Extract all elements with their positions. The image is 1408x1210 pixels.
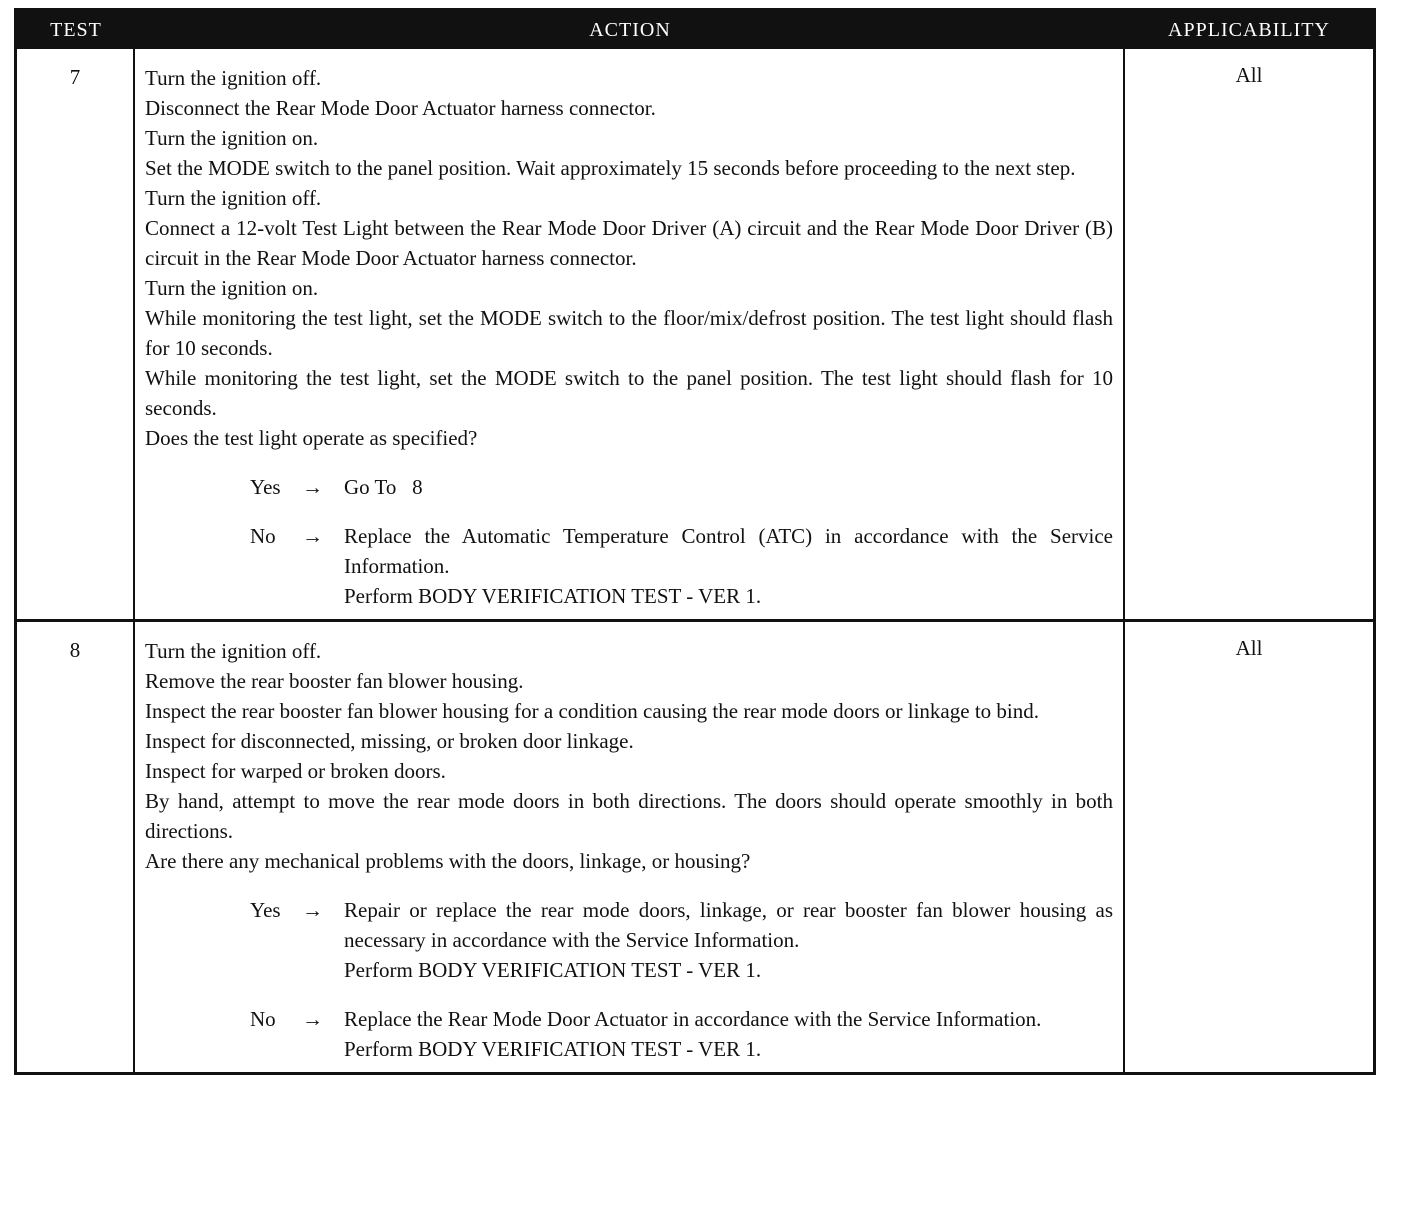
right-arrow-icon: → (302, 524, 323, 548)
result-line: Repair or replace the rear mode doors, linkage, or rear booster fan blower housing as necessary in accordance with the Service Information. (344, 898, 1113, 952)
diagnostic-test-table (14, 8, 1376, 1075)
action-cell (135, 622, 1125, 1072)
action-cell (135, 49, 1125, 619)
answer-no (250, 521, 1113, 611)
table-header (17, 11, 1373, 49)
action-step: Connect a 12-volt Test Light between the Rear Mode Door Driver (A) circuit and the Rear Mode Door Driver (B) circuit in the Rear Mode Door Actuator harness connector. (145, 216, 1113, 270)
applicability-value: All (1235, 63, 1263, 87)
answer-yes-result (344, 895, 1113, 985)
header-action: ACTION (589, 18, 671, 41)
answer-yes-result (344, 472, 1113, 502)
right-arrow-icon: → (302, 1007, 323, 1031)
test-number: 7 (17, 49, 135, 619)
action-step: Turn the ignition off. (145, 186, 322, 210)
answer-no-label: No (250, 1007, 276, 1031)
result-line: Replace the Rear Mode Door Actuator in accordance with the Service Information. (344, 1007, 1042, 1031)
action-step: By hand, attempt to move the rear mode doors in both directions. The doors should operate smoothly in both directions. (145, 789, 1113, 843)
answer-yes (250, 895, 1113, 985)
action-step: Turn the ignition on. (145, 276, 319, 300)
action-step: Turn the ignition off. (145, 66, 322, 90)
result-line: Perform BODY VERIFICATION TEST - VER 1. (344, 1037, 762, 1061)
action-step: Turn the ignition off. (145, 639, 322, 663)
action-question: Are there any mechanical problems with the doors, linkage, or housing? (145, 849, 751, 873)
action-step: While monitoring the test light, set the MODE switch to the panel position. The test light should flash for 10 seconds. (145, 366, 1113, 420)
test-row-7 (17, 49, 1373, 619)
result-line: Replace the Automatic Temperature Control (ATC) in accordance with the Service Information. (344, 524, 1113, 578)
result-line: Perform BODY VERIFICATION TEST - VER 1. (344, 958, 762, 982)
action-question: Does the test light operate as specified? (145, 426, 478, 450)
answer-yes-label: Yes (250, 475, 281, 499)
action-step: Remove the rear booster fan blower housing. (145, 669, 524, 693)
result-line: Perform BODY VERIFICATION TEST - VER 1. (344, 584, 762, 608)
action-step: Turn the ignition on. (145, 126, 319, 150)
answer-no-result (344, 521, 1113, 611)
header-applicability: APPLICABILITY (1168, 18, 1330, 41)
action-step: While monitoring the test light, set the MODE switch to the floor/mix/defrost position. The test light should flash for 10 seconds. (145, 306, 1113, 360)
action-step: Set the MODE switch to the panel position. Wait approximately 15 seconds before proceeding to the next step. (145, 156, 1076, 180)
action-step: Inspect the rear booster fan blower housing for a condition causing the rear mode doors or linkage to bind. (145, 699, 1039, 723)
test-row-8 (17, 619, 1373, 1072)
answer-no (250, 1004, 1113, 1064)
answer-yes (250, 472, 1113, 502)
answer-yes-label: Yes (250, 898, 281, 922)
header-test: TEST (50, 18, 102, 41)
answer-no-label: No (250, 524, 276, 548)
right-arrow-icon: → (302, 898, 323, 922)
action-step: Inspect for disconnected, missing, or broken door linkage. (145, 729, 634, 753)
right-arrow-icon: → (302, 475, 323, 499)
test-number: 8 (17, 622, 135, 1072)
result-line: Go To 8 (344, 475, 423, 499)
action-step: Inspect for warped or broken doors. (145, 759, 446, 783)
action-step: Disconnect the Rear Mode Door Actuator harness connector. (145, 96, 656, 120)
answer-no-result (344, 1004, 1113, 1064)
applicability-value: All (1235, 636, 1263, 660)
